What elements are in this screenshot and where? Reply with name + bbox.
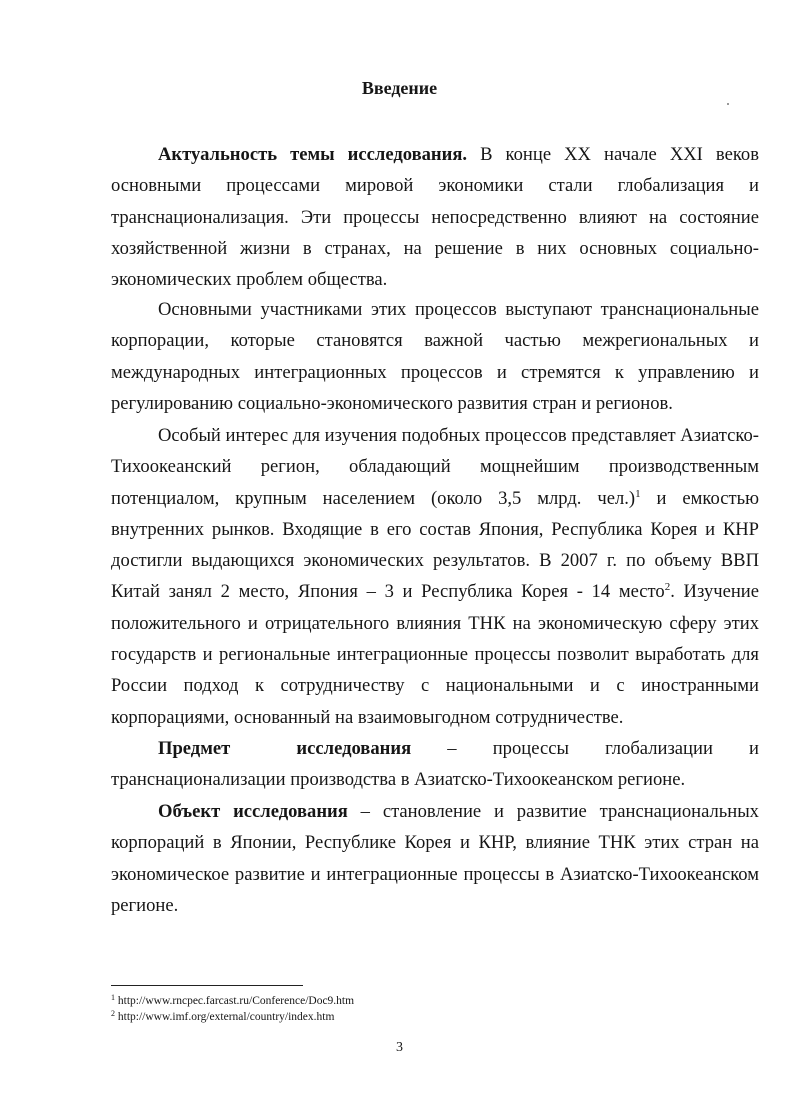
paragraph-lead: Объект исследования <box>158 801 348 822</box>
footnote-link-1[interactable]: http://www.rncpec.farcast.ru/Conference/Doc9.htm <box>115 995 355 1007</box>
footnote-2 <box>111 1010 334 1024</box>
paragraph-subject <box>111 733 759 796</box>
paragraph-text: В конце XX начале XXI веков основными процессами мировой экономики стали глобализация и транснационализация. Эти процессы непосредственно влияют на состояние хозяйственной жизни в странах, на решение в них основных социально-экономических проблем общества. <box>111 144 759 291</box>
paragraph-participants <box>111 294 759 419</box>
paragraph-apr-interest <box>111 420 759 733</box>
page-title: Введение <box>361 78 438 98</box>
scan-speck <box>727 103 729 105</box>
page-number: 3 <box>396 1040 403 1055</box>
footnote-mark: 2 <box>111 1009 115 1018</box>
footnote-link-2[interactable]: http://www.imf.org/external/country/index.htm <box>115 1011 335 1023</box>
footnote-1 <box>111 994 354 1008</box>
paragraph-lead: Предмет исследования <box>158 738 412 759</box>
footnote-ref-2: 2 <box>664 581 671 594</box>
footnote-ref-1: 1 <box>635 487 641 500</box>
paragraph-text: Особый интерес для изучения подобных процессов представляет Азиатско-Тихоокеанский регион, обладающий мощнейшим производственным потенциалом, крупным населением (около 3,5 млрд. чел.) <box>111 425 759 509</box>
paragraph-text: – процессы глобализации и транснационализации производства в Азиатско-Тихоокеанском регионе. <box>111 738 759 791</box>
footnote-mark: 1 <box>111 993 115 1002</box>
paragraph-object <box>111 796 759 921</box>
footnote-separator <box>111 985 303 986</box>
paragraph-text: . Изучение положительного и отрицательного влияния ТНК на экономическую сферу этих государств и региональные интеграционные процессы позволит выработать для России подход к сотрудничеству с национальными и с иностранными корпорациями, основанный на взаимовыгодном сотрудничестве. <box>111 581 759 728</box>
paragraph-text: и емкостью внутренних рынков. Входящие в его состав Япония, Республика Корея и КНР достигли выдающихся экономических результатов. В 2007 г. по объему ВВП Китай занял 2 место, Япония – 3 и Республика Корея - 14 место <box>111 487 759 603</box>
paragraph-text: – становление и развитие транснациональных корпораций в Японии, Республике Корея и КНР, влияние ТНК этих стран на экономическое развитие и интеграционные процессы в Азиатско-Тихоокеанском регионе. <box>111 801 759 916</box>
paragraph-lead: Актуальность темы исследования. <box>158 144 468 165</box>
paragraph-text: Основными участниками этих процессов выступают транснациональные корпорации, которые становятся важной частью межрегиональных и международных интеграционных процессов и стремятся к управлению и регулированию социально-экономического развития стран и регионов. <box>111 299 759 414</box>
paragraph-relevance <box>111 139 759 295</box>
